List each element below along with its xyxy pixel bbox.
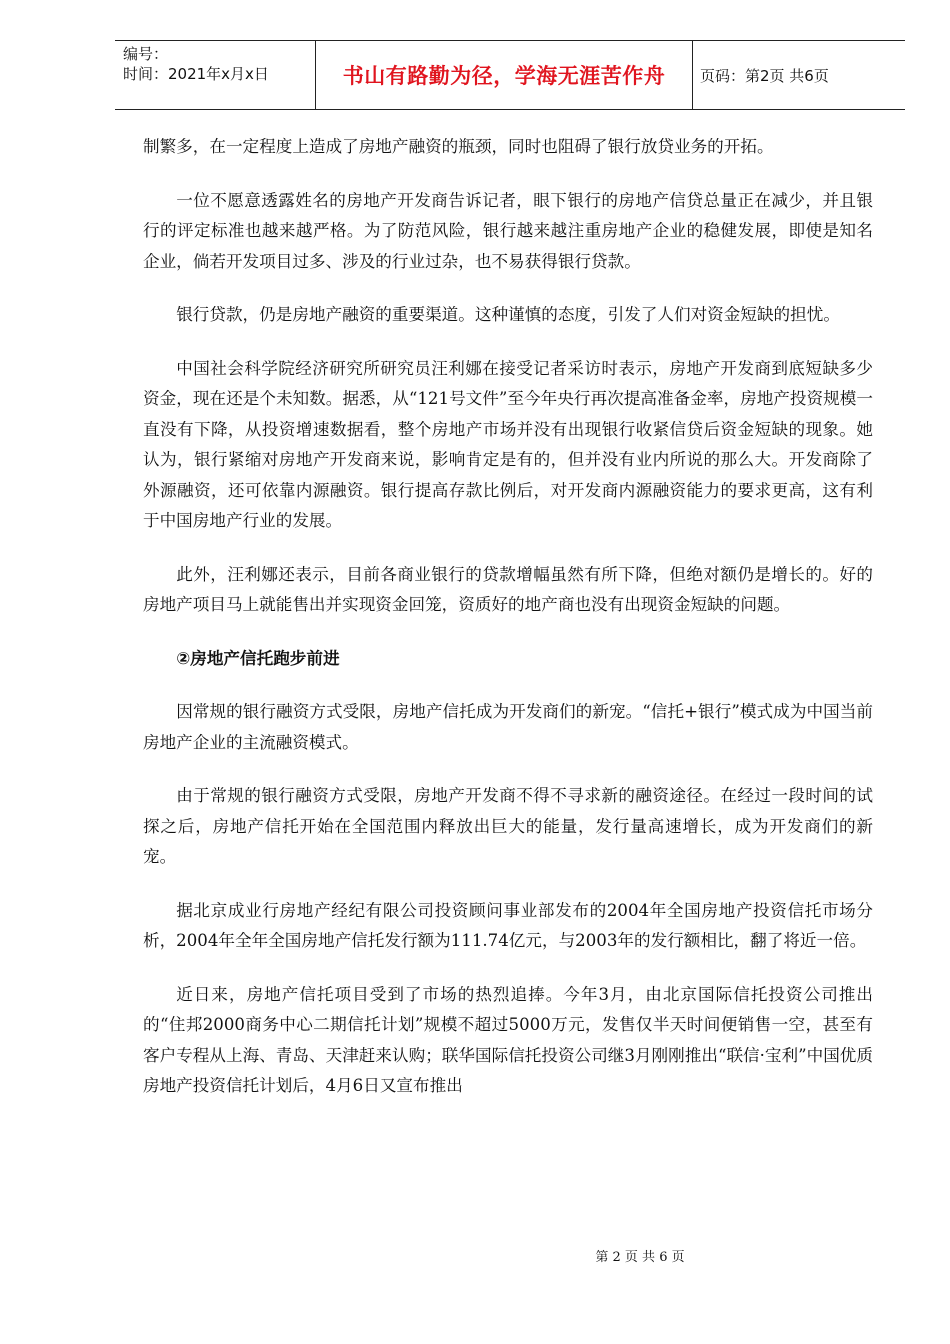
header-page-cell — [692, 41, 905, 109]
header-meta — [115, 41, 315, 109]
footer-page-number: 第 2 页 共 6 页 — [595, 1250, 685, 1265]
page-header — [115, 40, 905, 110]
page-footer — [0, 1246, 950, 1265]
paragraph: 近日来，房地产信托项目受到了市场的热烈追捧。今年3月，由北京国际信托投资公司推出的“住邦2000商务中心二期信托计划”规模不超过5000万元，发售仅半天时间便销售一空，甚至有客户专程从上海、青岛、天津赶来认购；联华国际信托投资公司继3月刚刚推出“联信·宝利”中国优质房地产投资信托计划后，4月6日又宣布推出 — [143, 984, 873, 1095]
paragraph: 因常规的银行融资方式受限，房地产信托成为开发商们的新宠。“信托+银行”模式成为中国当前房地产企业的主流融资模式。 — [143, 702, 873, 752]
header-motto-cell — [315, 41, 693, 109]
paragraph: 由于常规的银行融资方式受限，房地产开发商不得不寻求新的融资途径。在经过一段时间的试探之后，房地产信托开始在全国范围内释放出巨大的能量，发行量高速增长，成为开发商们的新宠。 — [143, 786, 873, 866]
paragraph: 此外，汪利娜还表示，目前各商业银行的贷款增幅虽然有所下降，但绝对额仍是增长的。好的房地产项目马上就能售出并实现资金回笼，资质好的地产商也没有出现资金短缺的问题。 — [143, 564, 873, 614]
paragraph: 银行贷款，仍是房地产融资的重要渠道。这种谨慎的态度，引发了人们对资金短缺的担忧。 — [176, 305, 840, 324]
paragraph: 制繁多，在一定程度上造成了房地产融资的瓶颈，同时也阻碍了银行放贷业务的开拓。 — [143, 137, 774, 156]
document-body — [143, 132, 873, 1125]
header-page-label: 页码：第2页 共6页 — [700, 66, 829, 85]
date-label: 时间：2021年x月x日 — [123, 65, 269, 83]
section-heading: ②房地产信托跑步前进 — [176, 648, 340, 668]
header-motto: 书山有路勤为径，学海无涯苦作舟 — [342, 64, 666, 88]
serial-label: 编号： — [123, 45, 169, 63]
paragraph: 据北京成业行房地产经纪有限公司投资顾问事业部发布的2004年全国房地产投资信托市场分析，2004年全年全国房地产信托发行额为111.74亿元，与2003年的发行额相比，翻了将近一倍。 — [143, 900, 873, 950]
paragraph: 中国社会科学院经济研究所研究员汪利娜在接受记者采访时表示，房地产开发商到底短缺多少资金，现在还是个未知数。据悉，从“121号文件”至今年央行再次提高准备金率，房地产投资规模一直没有下降，从投资增速数据看，整个房地产市场并没有出现银行收紧信贷后资金短缺的现象。她认为，银行紧缩对房地产开发商来说，影响肯定是有的，但并没有业内所说的那么大。开发商除了外源融资，还可依靠内源融资。银行提高存款比例后，对开发商内源融资能力的要求更高，这有利于中国房地产行业的发展。 — [143, 358, 873, 530]
paragraph: 一位不愿意透露姓名的房地产开发商告诉记者，眼下银行的房地产信贷总量正在减少，并且银行的评定标准也越来越严格。为了防范风险，银行越来越注重房地产企业的稳健发展，即使是知名企业，倘若开发项目过多、涉及的行业过杂，也不易获得银行贷款。 — [143, 190, 873, 271]
